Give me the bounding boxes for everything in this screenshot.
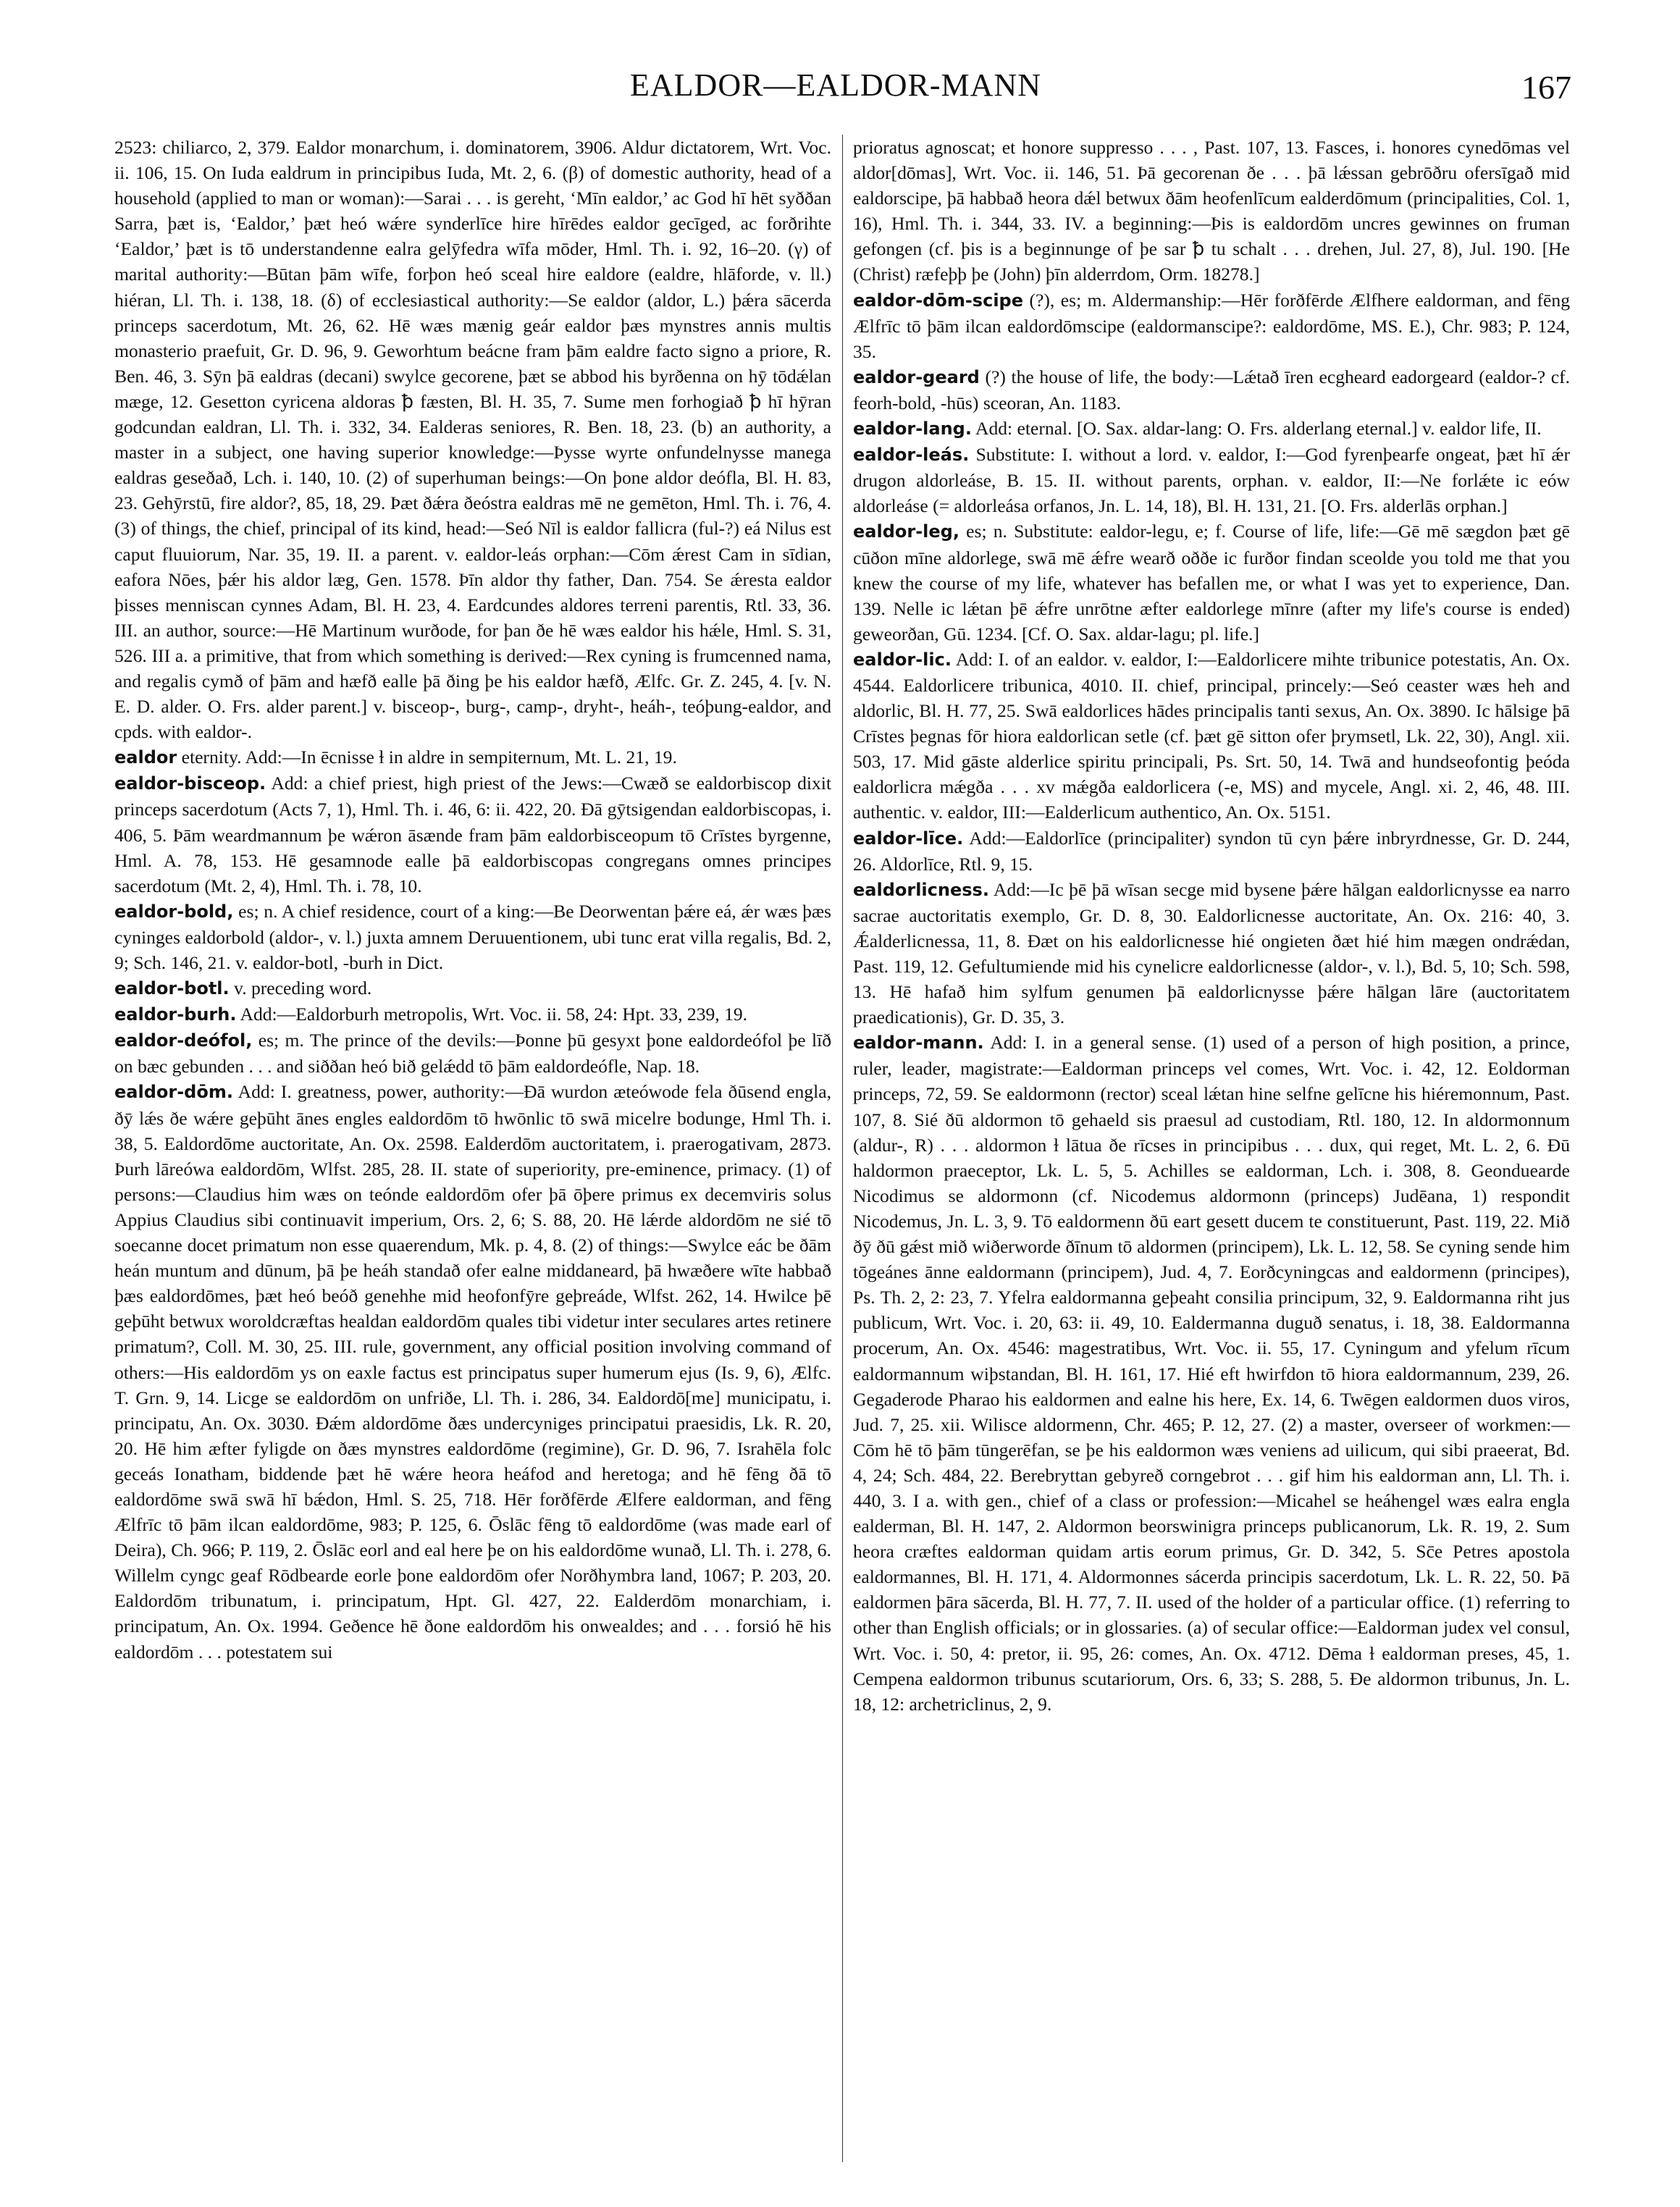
headword: ealdor-bold, — [114, 901, 234, 922]
headword: ealdor-dōm-scipe — [853, 290, 1023, 311]
headword: ealdor-līce. — [853, 828, 964, 849]
headword: ealdor-mann. — [853, 1033, 984, 1054]
dictionary-entry — [114, 1079, 831, 1664]
entry-continuation — [853, 135, 1570, 287]
column-divider — [842, 135, 843, 2162]
dictionary-entry — [114, 1027, 831, 1079]
dictionary-entry — [853, 287, 1570, 364]
headword: ealdor-bisceop. — [114, 773, 266, 794]
dictionary-entry — [853, 518, 1570, 646]
right-column — [853, 135, 1570, 2169]
headword: ealdor-deófol, — [114, 1030, 253, 1051]
entry-text: Add:—Ic þē þā wīsan secge mid bysene þǽre hālgan ealdorlicnysse ea narro sacrae auctoritatis exemplo, Gr. D. 8, 30. Ealdorlicnesse auctoritate, An. Ox. 216: 40, 3. Ǽalderlicnessa, 11, 8. Ðæt on his ealdorlicnesse hié ongieten ðæt hié him mægen ondrǽdan, Past. 119, 12. Gefultumiende mid his cynelicre ealdorlicnesse (aldor-, v. l.), Bd. 5, 10; Sch. 598, 13. Hē hafað him sylfum genumen þā ealdorlicnysse þǽre hālgan lāre (auctoritatem praedicationis), Gr. D. 35, 3. — [853, 878, 1570, 1028]
dictionary-entry — [853, 442, 1570, 518]
entry-text: v. preceding word. — [229, 978, 372, 999]
headword: ealdor-burh. — [114, 1004, 237, 1025]
entry-text: eternity. Add:—In ēcnisse ɫ in aldre in sempiternum, Mt. L. 21, 19. — [177, 747, 677, 768]
headword: ealdor-dōm. — [114, 1082, 233, 1103]
page-header — [100, 67, 1571, 113]
entry-text: es; n. A chief residence, court of a king:—Be Deorwentan þǽre eá, ǽr wæs þæs cyninges ealdorbold (aldor-, v. l.) juxta amnem Deruuentionem, ubi tunc erat villa regalis, Bd. 2, 9; Sch. 146, 21. v. ealdor-botl, -burh in Dict. — [114, 900, 831, 973]
headword: ealdor-botl. — [114, 978, 230, 999]
headword: ealdor-lic. — [853, 649, 952, 670]
left-column — [114, 135, 831, 2169]
headword: ealdor-leás. — [853, 445, 970, 466]
dictionary-entry — [114, 899, 831, 975]
dictionary-entry — [853, 416, 1570, 442]
headword: ealdor-geard — [853, 366, 980, 387]
dictionary-entry — [114, 744, 831, 770]
headword: ealdorlicness. — [853, 879, 989, 900]
entry-text: es; n. Substitute: ealdor-legu, e; f. Course of life, life:—Gē mē sægdon þæt gē cūðon mīne aldorlege, swā mē ǽfre wearð oððe ic furðor findan sceolde you told me that you knew the course of my life, whatever has befallen me, or what I was yet to experience, Dan. 139. Nelle ic lǽtan þē ǽfre unrōtne æfter ealdorlege mīnre (after my life's course is ended) geweorðan, Gū. 1234. [Cf. O. Sax. aldar-lagu; pl. life.] — [853, 521, 1570, 644]
entry-text: Add: I. of an ealdor. v. ealdor, I:—Ealdorlicere mihte tribunice potestatis, An. Ox. 4544. Ealdorlicere tribunica, 4010. II. chief, principal, princely:—Seó ceaster wæs heh and aldorlic, Bl. H. 77, 25. Swā ealdorlices hādes principalis tanti sexus, An. Ox. 3890. Ic hālsige þā Crīstes þegnas fōr hiora ealdorlican setle (cf. þæt gē sitton ofer þrymsetl, Lk. 22, 30), Angl. xii. 503, 17. Mid gāste alderlice spiritu principali, Ps. Srt. 50, 14. Twā and hundseofontig þeóda ealdorlicra mǽgða . . . xv mǽgða ealdorlicera (-e, MS) and mycele, Angl. xi. 2, 46, 48. III. authentic. v. ealdor, III:—Ealderlicum authentico, An. Ox. 5151. — [853, 648, 1570, 823]
dictionary-entry — [853, 877, 1570, 1030]
entry-text: Substitute: I. without a lord. v. ealdor, I:—God fyrenþearfe ongeat, þæt hī ǽr drugon aldorleáse, B. 15. II. without parents, orphan. v. ealdor, II:—Ne forlǽte ic eów aldorleáse (= aldorleása orfanos, Jn. L. 14, 18), Bl. H. 131, 21. [O. Frs. alderlās orphan.] — [853, 444, 1570, 517]
entry-text: Add: eternal. [O. Sax. aldar-lang: O. Frs. alderlang eternal.] v. ealdor life, II. — [971, 418, 1542, 440]
entry-text: (?), es; m. Aldermanship:—Hēr forðfērde Ælfhere ealdorman, and fēng Ælfrīc tō þām ilcan ealdordōmscipe (ealdormanscipe?: ealdordōme, MS. E.), Chr. 983; P. 124, 35. — [853, 289, 1570, 362]
entry-text: Add: a chief priest, high priest of the Jews:—Cwæð se ealdorbiscop dixit princeps sacerdotum (Acts 7, 1), Hml. Th. i. 46, 6: ii. 422, 20. Ðā gȳtsigendan ealdorbiscopas, i. 406, 5. Þām weardmannum þe wǽron āsænde fram þām ealdorbisceopum tō Crīstes byrgenne, Hml. A. 78, 153. Hē gesamnode ealle þā ealdorbiscopas congregans omnes principes sacerdotum (Mt. 2, 4), Hml. Th. i. 78, 10. — [114, 773, 831, 896]
dictionary-entry — [853, 364, 1570, 416]
headword: ealdor — [114, 747, 177, 768]
headword: ealdor-lang. — [853, 419, 972, 440]
headword: ealdor-leg, — [853, 521, 959, 542]
dictionary-entry — [853, 647, 1570, 825]
dictionary-entry — [114, 975, 831, 1001]
entry-text: (?) the house of life, the body:—Lǽtað īren ecgheard eadorgeard (ealdor-? cf. feorh-bold, -hūs) sceoran, An. 1183. — [853, 366, 1570, 413]
entry-text: 2523: chiliarco, 2, 379. Ealdor monarchum, i. dominatorem, 3906. Aldur dictatorem, Wrt. Voc. ii. 106, 15. On Iuda ealdrum in principibus Iuda, Mt. 2, 6. (β) of domestic authority, head of a household (applied to man or woman):—Sarai . . . is gereht, ‘Mīn ealdor,’ ac God hī hēt syððan Sarra, þæt is, ‘Ealdor,’ þæt heó wǽre synderlīce hire hīrēdes ealdor gecīged, ac forðrihte ‘Ealdor,’ þæt is tō understandenne ealra gelȳfedra wīfa mōder, Hml. Th. i. 92, 16–20. (γ) of marital authority:—Būtan þām wīfe, forþon heó sceal hire ealdore (ealdre, hlāforde, v. ll.) hiéran, Ll. Th. i. 138, 18. (δ) of ecclesiastical authority:—Se ealdor (aldor, L.) þǽra sācerda princeps sacerdotum, Mt. 26, 62. Hē wæs mænig geár ealdor þæs mynstres annis multis monasterio praefuit, Gr. D. 96, 9. Geworhtum beácne fram þām ealdre facto signo a priore, R. Ben. 46, 3. Sȳn þā ealdras (decani) swylce gecorene, þæt se abbod his byrðenna on hȳ tōdǽlan mæge, 12. Gesetton cyricena aldoras ꝥ fæsten, Bl. H. 35, 7. Sume men forhogiað ꝥ hī hȳran godcundan ealdran, Ll. Th. i. 332, 34. Ealderas seniores, R. Ben. 18, 23. (b) an authority, a master in a subject, one having superior knowledge:—Þysse wyrte onfundelnysse manega ealdras geseðað, Lch. i. 140, 10. (2) of superhuman beings:—On þone aldor deófla, Bl. H. 83, 23. Gehȳrstū, fire aldor?, 85, 18, 29. Þæt ðǽra ðeóstra ealdras mē ne gemēton, Hml. Th. i. 76, 4. (3) of things, the chief, principal of its kind, head:—Seó Nīl is ealdor fallicra (ful-?) eá Nilus est caput fluuiorum, Nar. 35, 19. II. a parent. v. ealdor-leás orphan:—Cōm ǽrest Cam in sīdian, eafora Nōes, þǽr his aldor læg, Gen. 1578. Þīn aldor thy father, Dan. 754. Se ǽresta ealdor þisses menniscan cynnes Adam, Bl. H. 23, 4. Eardcundes aldores terreni parentis, Rtl. 33, 36. III. an author, source:—Hē Martinum wurðode, for þan ðe hē wæs ealdor his hǽle, Hml. S. 31, 526. III a. a primitive, that from which something is derived:—Rex cyning is frumcenned nama, and regalis cymð of þām and hæfð ealle þā ðing þe his ealdor hæfð, Ælfc. Gr. Z. 245, 4. [v. N. E. D. alder. O. Frs. alder parent.] v. bisceop-, burg-, camp-, dryht-, heáh-, teóþung-ealdor, and cpds. with ealdor-. — [114, 137, 831, 743]
entry-text: prioratus agnoscat; et honore suppresso . . . , Past. 107, 13. Fasces, i. honores cynedōmas vel aldor[dōmas], Wrt. Voc. ii. 146, 51. Þā gecorenan ðe . . . þā lǽssan gebrōðru ofersīgað mid ealdorscipe, þā habbað heora dǽl betwux ðām heofenlīcum ealderdōmum (principalities, Col. 1, 16), Hml. Th. i. 344, 33. IV. a beginning:—Þis is ealdordōm uncres gewinnes on fruman gefongen (cf. þis is a beginnunge of þe sar ꝥ tu schalt . . . drehen, Jul. 27, 8), Jul. 190. [He (Christ) ræfeþþ þe (John) þīn alderrdom, Orm. 18278.] — [853, 137, 1570, 285]
dictionary-entry — [114, 770, 831, 898]
entry-text: Add:—Ealdorburh metropolis, Wrt. Voc. ii. 58, 24: Hpt. 33, 239, 19. — [236, 1004, 748, 1025]
dictionary-entry — [853, 825, 1570, 877]
entry-text: es; m. The prince of the devils:—Þonne þū gesyxt þone ealdordeófol þe līð on bæc gebunden . . . and siððan heó bið gelǽdd tō þām ealdordeófle, Nap. 18. — [114, 1030, 831, 1077]
page-number: 167 — [1521, 69, 1571, 106]
entry-text: Add: I. greatness, power, authority:—Ðā wurdon æteówode fela ðūsend engla, ðȳ lǽs ðe wǽre geþūht ānes engles ealdordōm tō hwōnlic tō swā micelre bodunge, Hml Th. i. 38, 5. Ealdordōme auctoritate, An. Ox. 2598. Ealderdōm auctoritatem, i. praerogativam, 2873. Þurh lāreówa ealdordōm, Wlfst. 285, 28. II. state of superiority, pre-eminence, primacy. (1) of persons:—Claudius him wæs on teónde ealdordōm ofer þā ōþere primus ex decemviris solus Appius Claudius sibi continuavit imperium, Ors. 2, 6; S. 88, 20. Hē lǽrde aldordōm ne sié tō soecanne docet primatum non esse quaerendum, Mk. p. 4, 8. (2) of things:—Swylce eác be ðām heán muntum and dūnum, þā þe heáh standað ofer ealne middaneard, þā hwæðere wīte habbað þæs ealdordōmes, þæt heó beóð genehhe mid heofonfȳre geþreáde, Wlfst. 262, 14. Hwilce þē geþūht betwux woroldcræftas healdan ealdordōm quales tibi videtur inter seculares artes retinere primatum?, Coll. M. 30, 25. III. rule, government, any official position involving command of others:—His ealdordōm ys on eaxle factus est principatus super humerum ejus (Is. 9, 6), Ælfc. T. Grn. 9, 14. Licge se ealdordōm on unfriðe, Ll. Th. i. 286, 34. Ealdordō[me] municipatu, i. principatu, An. Ox. 3030. Ðǽm aldordōme ðæs undercyniges principatui praesidis, Lk. R. 20, 20. Hē him æfter fyligde on ðæs mynstres ealdordōme (regimine), Gr. D. 96, 7. Israhēla folc geceás Ionatham, biddende þæt hē wǽre heora heáfod and heretoga; and hē fēng ðā tō ealdordōme swā swā hī bǽdon, Hml. S. 25, 718. Hēr forðfērde Ælfere ealdorman, and fēng Ælfrīc tō þām ilcan ealdordōme, 983; P. 125, 6. Ōslāc fēng tō ealdordōme (was made earl of Deira), Ch. 966; P. 119, 2. Ōslāc eorl and eal here þe on his ealdordōme wunað, Ll. Th. i. 278, 6. Willelm cyngc geaf Rōdbearde eorle þone ealdordōm ofer Norðhymbra land, 1067; P. 203, 20. Ealdordōm tribunatum, i. principatum, Hpt. Gl. 427, 22. Ealderdōm monarchiam, i. principatum, An. Ox. 1994. Geðence hē ðone ealdordōm his onwealdes; and . . . forsió hē his ealdordōm . . . potestatem sui — [114, 1081, 831, 1662]
entry-continuation — [114, 135, 831, 744]
running-title: EALDOR—EALDOR-MANN — [630, 67, 1041, 103]
entry-text: Add:—Ealdorlīce (principaliter) syndon tū cyn þǽre inbryrdnesse, Gr. D. 244, 26. Aldorlīce, Rtl. 9, 15. — [853, 827, 1570, 875]
dictionary-entry — [114, 1001, 831, 1027]
entry-text: Add: I. in a general sense. (1) used of a person of high position, a prince, ruler, leader, magistrate:—Ealdorman princeps vel comes, Wrt. Voc. i. 42, 12. Eoldorman princeps, 72, 59. Se ealdormonn (rector) sceal lǽtan hine selfne gelīcne his hiéremonnum, Past. 107, 8. Sié ðū aldormon tō gehaeld sis praesul ad custodiam, Rtl. 180, 12. In aldormonnum (aldur-, R) . . . aldormon ɫ lātua ðe rīcses in principibus . . . dux, qui reget, Mt. L. 2, 6. Ðū haldormon praeceptor, Lk. L. 5, 5. Achilles se ealdorman, Lch. i. 308, 8. Geonduearde Nicodimus se aldormonn (cf. Nicodemus aldormonn (princeps) Judēana, 1) respondit Nicodemus, Jn. L. 3, 9. Tō ealdormenn ðū eart gesett ducem te constituerunt, Past. 119, 22. Mið ðȳ ðū gǽst mið wiðerworde ðīnum tō aldormen (principem), Lk. L. 12, 58. Se cyning sende him tōgeánes ānne ealdormann (principem), Jud. 4, 7. Eorðcyningcas and ealdormenn (principes), Ps. Th. 2, 2: 23, 7. Yfelra ealdormanna geþeaht consilia principum, 32, 9. Ealdormanna riht jus publicum, Wrt. Voc. i. 20, 63: ii. 49, 10. Ealdermanna duguð senatus, i. 18, 38. Ealdormanna procerum, An. Ox. 4546: magestratibus, Wrt. Voc. ii. 55, 17. Cyningum and yfelum rīcum ealdormannum wiþstandan, Bl. H. 161, 17. Hié eft hwirfdon tō hiora ealdormannum, 239, 26. Gegaderode Pharao his ealdormen and ealne his here, Ex. 14, 6. Twēgen ealdormen duos viros, Jud. 7, 25. xii. Wilisce aldormenn, Chr. 465; P. 12, 27. (2) a master, overseer of workmen:—Cōm hē tō þām tūngerēfan, se þe his ealdormon wæs veniens ad uilicum, qui sibi praeerat, Bd. 4, 24; Sch. 484, 22. Berebryttan gebyreð corngebrot . . . gif him his ealdorman ann, Ll. Th. i. 440, 3. I a. with gen., chief of a class or profession:—Micahel se heáhengel wæs ealra engla ealderman, Bl. H. 147, 2. Aldormon beorswinigra princeps publicanorum, Lk. R. 19, 2. Sum heora cræftes ealdorman quidam artis eorum primus, Gr. D. 342, 5. Sc̄e Petres apostola ealdormannes, Bl. H. 171, 4. Aldormonnes sácerda principis sacerdotum, Lk. L. R. 22, 50. Þā ealdormen þāra sācerda, Bl. H. 77, 7. II. used of the holder of a particular office. (1) referring to other than English officials; or in glossaries. (a) of secular office:—Ealdorman judex vel consul, Wrt. Voc. i. 50, 4: pretor, ii. 95, 26: comes, An. Ox. 4712. Dēma ɫ ealdorman preses, 45, 1. Cempena ealdormon tribunus scutariorum, Ors. 6, 33; S. 288, 5. Ðe aldormon tribunus, Jn. L. 18, 12: archetriclinus, 2, 9. — [853, 1032, 1570, 1715]
dictionary-entry — [853, 1030, 1570, 1717]
